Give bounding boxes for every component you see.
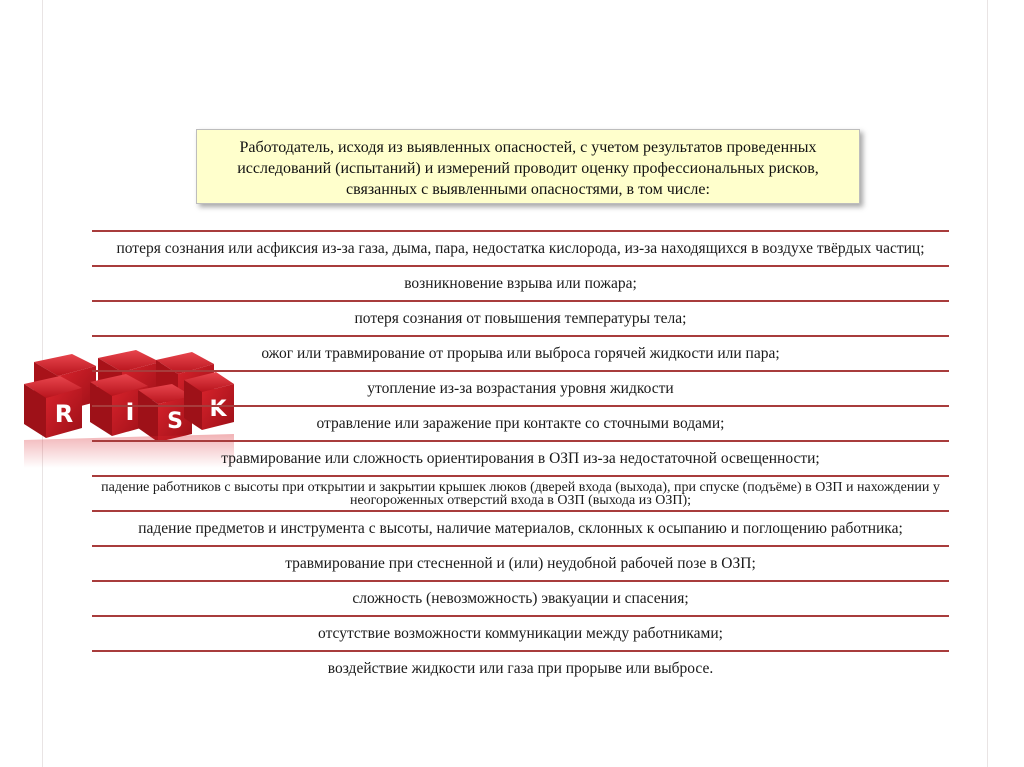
risk-row xyxy=(92,265,949,300)
risk-text: сложность (невозможность) эвакуации и спасения; xyxy=(352,590,689,607)
risk-row xyxy=(92,300,949,335)
cube-r xyxy=(24,376,82,438)
risk-text: падение работников с высоты при открытии и закрытии крышек люков (дверей входа (выхода), при спуске (подъёме) в ОЗП и нахождении у неогороженных отверстий входа в ОЗП (выхода из ОЗП); xyxy=(101,479,940,508)
risk-row xyxy=(92,510,949,545)
cube-letter-i: I xyxy=(125,398,135,426)
risk-row xyxy=(92,580,949,615)
risk-list xyxy=(92,230,949,685)
cube-letter-k: K xyxy=(209,397,227,422)
risk-text: потеря сознания от повышения температуры тела; xyxy=(354,310,687,327)
risk-row xyxy=(92,440,949,475)
risk-text: утопление из-за возрастания уровня жидкости xyxy=(367,380,674,397)
risk-row xyxy=(92,615,949,650)
intro-box xyxy=(196,129,860,204)
risk-text: возникновение взрыва или пожара; xyxy=(404,275,637,292)
risk-row xyxy=(92,335,949,370)
cube-letter-s: S xyxy=(167,409,183,434)
risk-row xyxy=(92,370,949,405)
risk-text: отсутствие возможности коммуникации между работниками; xyxy=(318,625,723,642)
risk-text: потеря сознания или асфиксия из-за газа, дыма, пара, недостатка кислорода, из-за находящихся в воздухе твёрдых частиц; xyxy=(116,240,925,257)
frame-line-right xyxy=(987,0,988,767)
risk-row xyxy=(92,230,949,265)
risk-row xyxy=(92,405,949,440)
risk-row xyxy=(92,650,949,685)
risk-text: воздействие жидкости или газа при прорыве или выбросе. xyxy=(327,660,714,677)
risk-text: ожог или травмирование от прорыва или выброса горячей жидкости или пара; xyxy=(261,345,780,362)
cube-letter-r: R xyxy=(54,400,74,428)
risk-text: отравление или заражение при контакте со сточными водами; xyxy=(316,415,725,432)
risk-row xyxy=(92,545,949,580)
risk-text: травмирование или сложность ориентирования в ОЗП из-за недостаточной освещенности; xyxy=(221,450,820,467)
risk-text: падение предметов и инструмента с высоты, наличие материалов, склонных к осыпанию и поглощению работника; xyxy=(138,520,903,537)
risk-row xyxy=(92,475,949,510)
intro-text: Работодатель, исходя из выявленных опасностей, с учетом результатов проведенных исследований (испытаний) и измерений проводит оценку профессиональных рисков, связанных с выявленными опасностями, в том числе: xyxy=(237,139,819,198)
risk-text: травмирование при стесненной и (или) неудобной рабочей позе в ОЗП; xyxy=(285,555,756,572)
